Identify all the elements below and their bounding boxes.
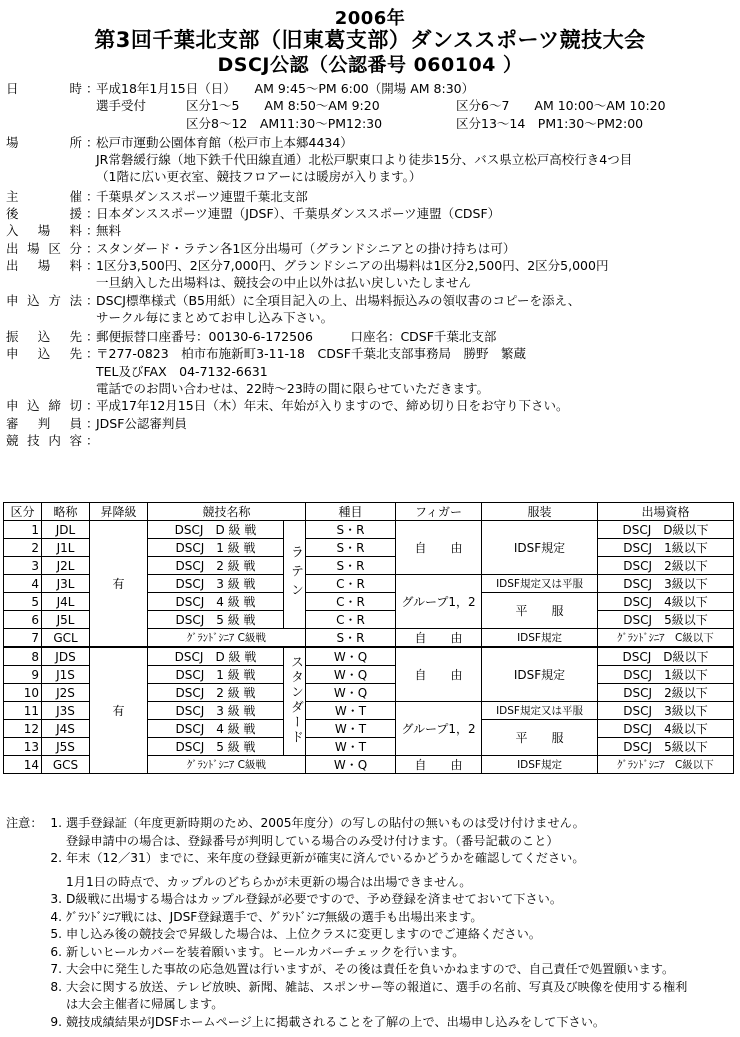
table-row: 14 GCS ｸﾞﾗﾝﾄﾞｼﾆｱ C級戦 W・Q 自 由 IDSF規定 ｸﾞﾗﾝﾄﾞｼﾆｱ C級以下 (4, 756, 734, 774)
note-item: 注意： 1. 選手登録証（年度更新時期のため、2005年度分）の写しの貼付の無いものは受け付けません。 (6, 816, 585, 830)
table-row: 10 J2S DSCJ 2 級 戦 W・Q DSCJ 2級以下 (4, 684, 734, 702)
info-support: 後 援 ： 日本ダンススポーツ連盟（JDSF）、千葉県ダンススポーツ連盟（CDSF） (6, 206, 501, 222)
table-row: 4 J3L DSCJ 3 級 戦 C・R グループ1，2 IDSF規定又は平服 DSCJ 3級以下 (4, 575, 734, 593)
page-title: 第3回千葉北支部（旧東葛支部）ダンススポーツ競技大会 (94, 28, 646, 52)
competition-table (3, 502, 734, 774)
info-reception-2: 区分8〜12 AM11:30〜PM12:30 区分13〜14 PM1:30〜PM2:00 (186, 115, 644, 131)
note-item: 8. 大会に関する放送、テレビ放映、新聞、雑誌、スポンサー等の報道に、選手の名前、写真及び映像を使用する権利 (50, 979, 688, 994)
table-header-row: 区分 略称 昇降級 競技名称 種目 フィガー 服装 出場資格 (4, 503, 734, 521)
table-row: 12 J4S DSCJ 4 級 戦 W・T 平 服 DSCJ 4級以下 (4, 720, 734, 738)
note-item: 9. 競技成績結果がJDSFホームページ上に掲載されることを了解の上で、出場申し込みをして下さい。 (50, 1014, 606, 1029)
note-item: 5. 申し込み後の競技会で昇級した場合は、上位クラスに変更しますのでご連絡ください。 (50, 927, 541, 941)
info-apply: 申込方法 ： DSCJ標準様式（B5用紙）に全項目記入の上、出場料振込みの領収書のコピーを添え、 (6, 292, 581, 308)
table-row: 3 J2L DSCJ 2 級 戦 S・R DSCJ 2級以下 (4, 557, 734, 575)
info-venue: 場 所 ： 松戸市運動公園体育館（松戸市上本郷4434） (6, 134, 353, 150)
table-row: 6 J5L DSCJ 5 級 戦 C・R DSCJ 5級以下 (4, 611, 734, 629)
info-host: 主 催 ： 千葉県ダンススポーツ連盟千葉北支部 (6, 188, 308, 204)
table-row: 8 JDS 有 DSCJ D 級 戦 スタンダード W・Q 自 由 IDSF規定 DSCJ D級以下 (4, 647, 734, 666)
info-reception: 選手受付 区分1〜5 AM 8:50〜AM 9:20 区分6〜7 AM 10:00〜AM 10:20 (96, 98, 666, 114)
note-item: 4. ｸﾞﾗﾝﾄﾞｼﾆｱ戦には、JDSF登録選手で、ｸﾞﾗﾝﾄﾞｼﾆｱ無級の選手も出場出来ます。 (50, 909, 483, 924)
info-fee: 出場料 ： 1区分3,500円、2区分7,000円、グランドシニアの出場料は1区分2,500円、2区分5,000円 (6, 257, 609, 273)
info-address: 申込先 ： 〒277-0823 柏市布施新町3-11-18 CDSF千葉北支部事務局 勝野 繁蔵 (6, 346, 526, 362)
table-row: 9 J1S DSCJ 1 級 戦 W・Q DSCJ 1級以下 (4, 666, 734, 684)
table-row: 5 J4L DSCJ 4 級 戦 C・R 平 服 DSCJ 4級以下 (4, 593, 734, 611)
standard-label: スタンダード (284, 647, 306, 756)
note-item: 6. 新しいヒールカバーを装着願います。ヒールカバーチェックを行います。 (50, 944, 465, 959)
note-item: 2. 年末（12／31）までに、来年度の登録更新が確実に済んでいるかどうかを確認してください。 (50, 851, 585, 865)
info-deadline: 申込締切 ： 平成17年12月15日（木）年末、年始が入りますので、締め切り日をお守り下さい。 (6, 398, 569, 414)
table-row: 13 J5S DSCJ 5 級 戦 W・T DSCJ 5級以下 (4, 738, 734, 756)
info-date: 日 時 ： 平成18年1月15日（日） AM 9:45〜PM 6:00（開場 AM 8:30） (6, 81, 475, 96)
info-division: 出場区分 ： スタンダード・ラテン各1区分出場可（グランドシニアとの掛け持ちは可） (6, 240, 516, 256)
table-row: 7 GCL ｸﾞﾗﾝﾄﾞｼﾆｱ C級戦 S・R 自 由 IDSF規定 ｸﾞﾗﾝﾄﾞｼﾆｱ C級以下 (4, 629, 734, 648)
info-judges: 審判員 ： JDSF公認審判員 (6, 415, 187, 431)
table-row: 11 J3S DSCJ 3 級 戦 W・T グループ1，2 IDSF規定又は平服 DSCJ 3級以下 (4, 702, 734, 720)
table-row: 1 JDL 有 DSCJ D 級 戦 ラテン S・R 自 由 IDSF規定 DSCJ D級以下 (4, 521, 734, 539)
latin-label: ラテン (284, 521, 306, 629)
page-subtitle: DSCJ公認（公認番号 060104 ） (217, 54, 523, 76)
year-heading: 2006年 (334, 8, 406, 29)
notes-section: 注意： 1. 選手登録証（年度更新時期のため、2005年度分）の写しの貼付の無いものは受け付けません。 登録申請中の場合は、登録番号が判明している場合のみ受け付けます。（番号記載のこと） 2. 年末（12／31）までに、来年度の登録更新が確実に済んでいるかどうかを確認してください。 1月1日の時点で、カップルのどちらかが未更新の場合は出場できません。 3. D級戦に出場する場合はカップル登録が必要ですので、予め登録を済ませておいて下さい。 4. ｸﾞﾗﾝﾄﾞｼﾆｱ戦には、JDSF登録選手で、ｸﾞﾗﾝﾄﾞｼﾆｱ無級の選手も出場出来ます。 5. 申し込み後の競技会で昇級した場合は、上位クラスに変更しますのでご連絡ください。 6. 新しいヒールカバーを装着願います。ヒールカバーチェックを行います。 7. 大会中に発生した事故の応急処置は行いますが、その後は責任を負いかねますので、自己責任で処置願います。 8. 大会に関する放送、テレビ放映、新聞、雑誌、スポンサー等の報道に、選手の名前、写真及び映像を使用する権利 は大会主催者に帰属します。 9. 競技成績結果がJDSFホームページ上に掲載されることを了解の上で、出場申し込みをして下さい。 (6, 815, 736, 1031)
note-item: 7. 大会中に発生した事故の応急処置は行いますが、その後は責任を負いかねますので、自己責任で処置願います。 (50, 962, 675, 976)
info-contents: 競技内容 ： (6, 432, 99, 448)
info-admission: 入場料 ： 無料 (6, 223, 122, 239)
note-item: 3. D級戦に出場する場合はカップル登録が必要ですので、予め登録を済ませておいて下さい。 (50, 892, 563, 906)
table-row: 2 J1L DSCJ 1 級 戦 S・R DSCJ 1級以下 (4, 539, 734, 557)
event-info: 日 時 ： 平成18年1月15日（日） AM 9:45〜PM 6:00（開場 AM 8:30） 選手受付 区分1〜5 AM 8:50〜AM 9:20 区分6〜7 AM 10:00〜AM 10:20 区分8〜12 AM11:30〜PM12:30 区分13〜14 PM1:30〜PM2:00 場 所 ： 松戸市運動公園体育館（松戸市上本郷4434） JR常磐緩行線（地下鉄千代田線直通）北松戸駅東口より徒歩15分、バス県立松戸高校行き4つ目 （1階に広い更衣室、競技フロアーには暖房が入ります。） 主 催 ： 千葉県ダンススポーツ連盟千葉北支部 後 援 ： 日本ダンススポーツ連盟（JDSF）、千葉県ダンススポーツ連盟（CDSF） 入場料 ： 無料 出場区分 ： スタンダード・ラテン各1区分出場可（グランドシニアとの掛け持ちは可） 出場料 ： 1区分3,500円、2区分7,000円、グランドシニアの出場料は1区分2,500円、2区分5,000円 一旦納入した出場料は、競技会の中止以外は払い戻しいたしません 申込方法 ： DSCJ標準様式（B5用紙）に全項目記入の上、出場料振込みの領収書のコピーを添え、 サークル毎にまとめてお申し込み下さい。 振込先 ： 郵便振替口座番号：00130-6-172506 口座名：CDSF千葉北支部 申込先 ： 〒277-0823 柏市布施新町3-11-18 CDSF千葉北支部事務局 勝野 繁蔵 TEL及びFAX 04-7132-6631 電話でのお問い合わせは、22時〜23時の間に限らせていただきます。 申込締切 ： 平成17年12月15日（木）年末、年始が入りますので、締め切り日をお守り下さい。 審判員 ： JDSF公認審判員 競技内容 ： (6, 80, 736, 449)
info-transfer: 振込先 ： 郵便振替口座番号：00130-6-172506 口座名：CDSF千葉北支部 (6, 329, 497, 345)
